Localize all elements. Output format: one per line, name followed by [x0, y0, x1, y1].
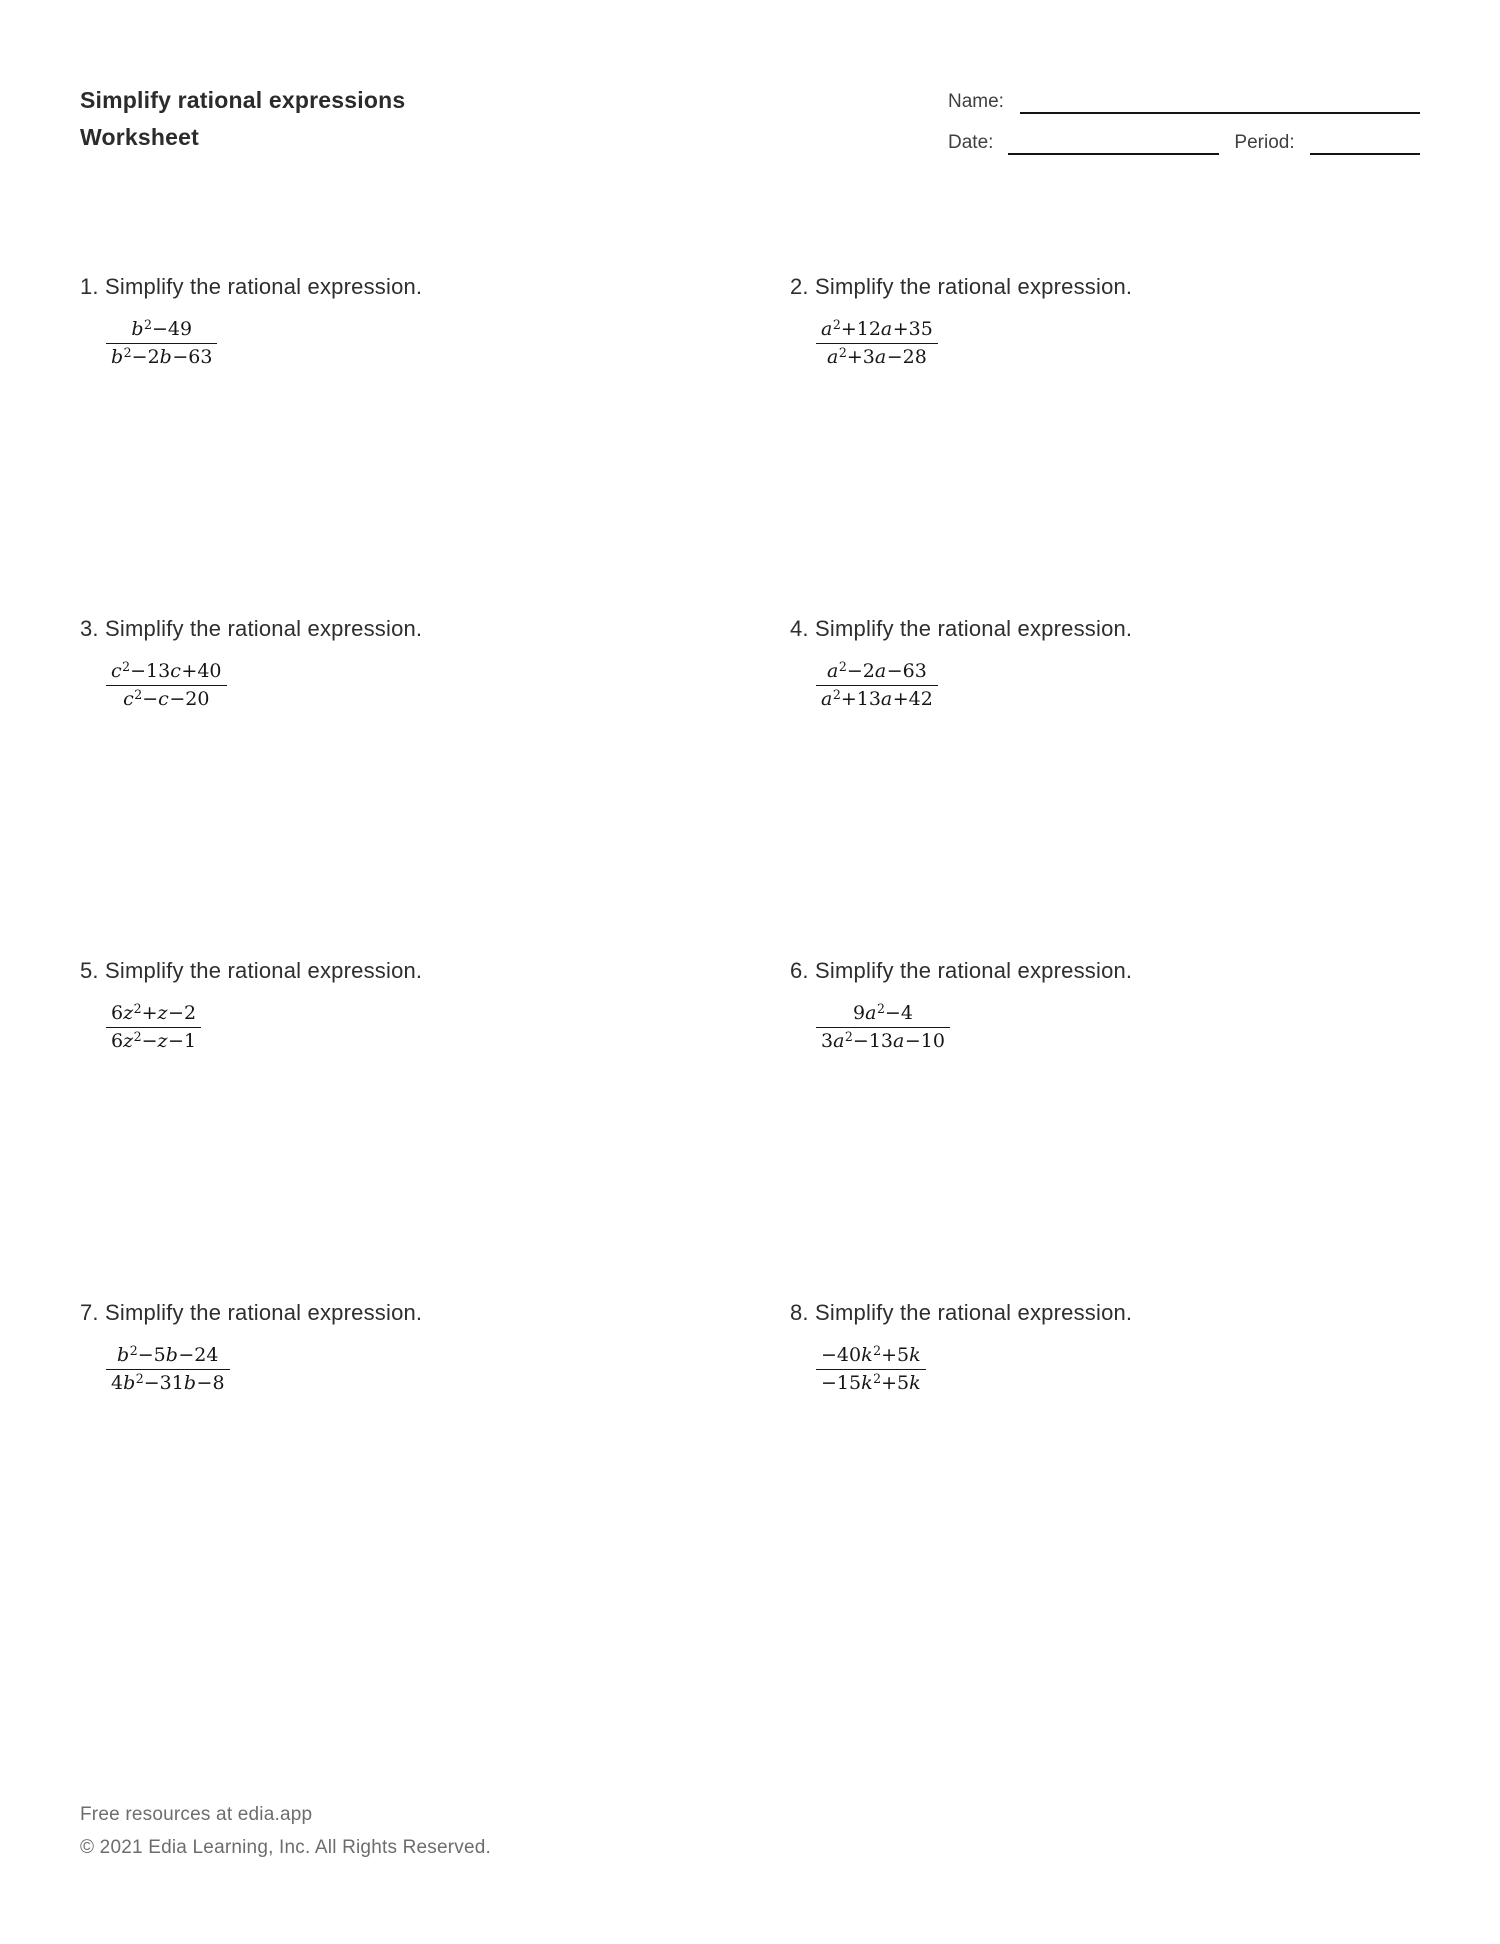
fraction-denominator: $-15k^2+5k$ — [821, 1371, 921, 1394]
problem-8 — [790, 1298, 1420, 1640]
problems-grid — [80, 272, 1420, 1640]
problem-4 — [790, 614, 1420, 956]
problem-prompt: 5. Simplify the rational expression. — [80, 958, 423, 983]
page-title-line-1: Simplify rational expressions — [80, 87, 406, 113]
problem-6 — [790, 956, 1420, 1298]
fraction-numerator: $-40k^2+5k$ — [816, 1343, 926, 1370]
name-field-row — [948, 90, 1420, 114]
date-blank-line — [1008, 135, 1219, 155]
date-label: Date: — [948, 132, 994, 153]
problem-7 — [80, 1298, 790, 1640]
period-label: Period: — [1234, 132, 1295, 153]
footer-resources-text: Free resources at edia.app — [80, 1804, 313, 1825]
problem-prompt: 8. Simplify the rational expression. — [790, 1300, 1133, 1325]
fraction — [106, 317, 217, 369]
fraction-denominator: $a^2+3a-28$ — [827, 345, 927, 368]
footer-copyright-text: © 2021 Edia Learning, Inc. All Rights Reserved. — [80, 1837, 492, 1858]
fraction-denominator: $c^2-c-20$ — [123, 687, 210, 710]
page-footer — [80, 1798, 491, 1864]
fraction-numerator: $c^2-13c+40$ — [106, 659, 227, 686]
fraction — [106, 1343, 230, 1395]
name-label: Name: — [948, 91, 1004, 112]
header-fields — [948, 90, 1420, 155]
fraction-numerator: $a^2+12a+35$ — [816, 317, 938, 344]
fraction-denominator: $a^2+13a+42$ — [821, 687, 933, 710]
date-period-field-row — [948, 131, 1420, 155]
page-title — [80, 82, 405, 156]
fraction — [816, 659, 938, 711]
problem-3 — [80, 614, 790, 956]
problem-prompt: 3. Simplify the rational expression. — [80, 616, 423, 641]
problem-prompt: 6. Simplify the rational expression. — [790, 958, 1133, 983]
problem-prompt: 7. Simplify the rational expression. — [80, 1300, 423, 1325]
name-blank-line — [1020, 94, 1420, 114]
problem-1 — [80, 272, 790, 614]
fraction-numerator: $9a^2-4$ — [816, 1001, 950, 1028]
fraction — [816, 317, 938, 369]
problem-prompt: 1. Simplify the rational expression. — [80, 274, 423, 299]
fraction-numerator: $b^2-49$ — [106, 317, 217, 344]
problem-2 — [790, 272, 1420, 614]
period-blank-line — [1310, 135, 1420, 155]
fraction-denominator: $6z^2-z-1$ — [111, 1029, 197, 1052]
fraction-numerator: $a^2-2a-63$ — [816, 659, 938, 686]
fraction — [106, 659, 227, 711]
fraction — [816, 1001, 950, 1053]
problem-prompt: 4. Simplify the rational expression. — [790, 616, 1133, 641]
fraction-denominator: $3a^2-13a-10$ — [821, 1029, 945, 1052]
fraction-numerator: $b^2-5b-24$ — [106, 1343, 230, 1370]
fraction-denominator: $4b^2-31b-8$ — [111, 1371, 225, 1394]
fraction — [816, 1343, 926, 1395]
problem-prompt: 2. Simplify the rational expression. — [790, 274, 1133, 299]
problem-5 — [80, 956, 790, 1298]
page-title-line-2: Worksheet — [80, 124, 199, 150]
fraction-denominator: $b^2-2b-63$ — [111, 345, 213, 368]
fraction — [106, 1001, 201, 1053]
fraction-numerator: $6z^2+z-2$ — [106, 1001, 201, 1028]
